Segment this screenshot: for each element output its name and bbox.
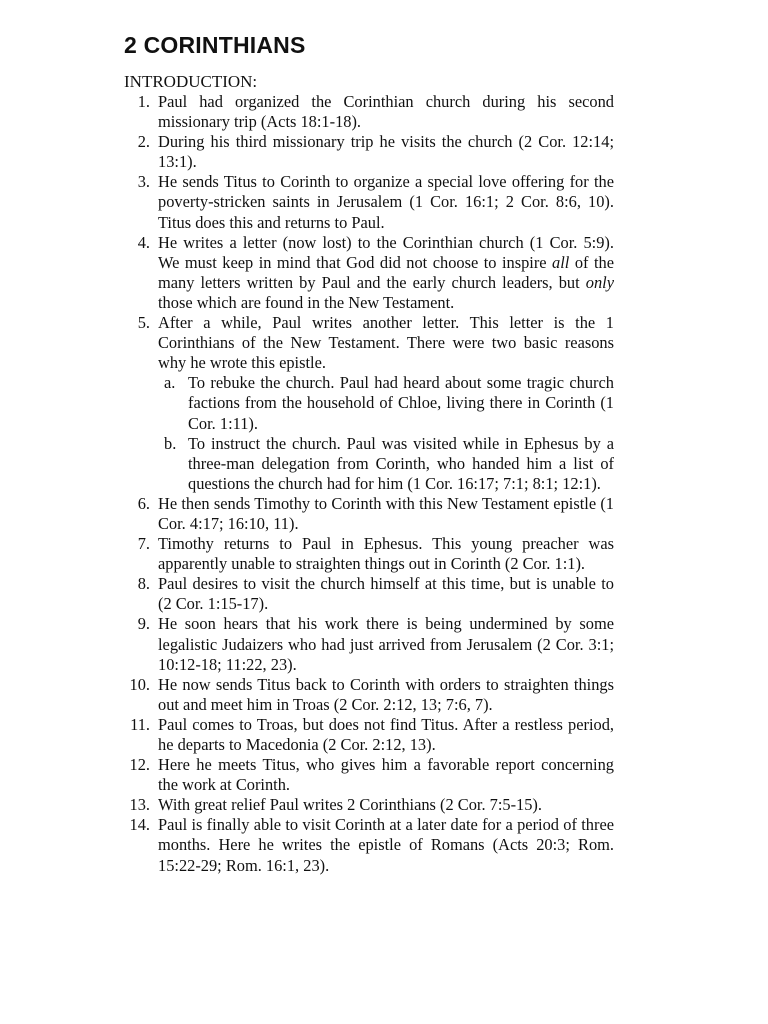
item-text-part: of the many letters written by Paul and the early church leaders, but [158, 252, 615, 292]
item-number: 7. [137, 534, 150, 554]
item-text: Here he meets Titus, who gives him a favorable report concerning the work at Corinth. [158, 755, 614, 795]
list-item [124, 313, 614, 494]
list-item [124, 172, 614, 232]
item-number: 12. [129, 755, 150, 775]
item-number: 6. [137, 493, 150, 513]
item-text: Paul desires to visit the church himself at this time, but is unable to (2 Cor. 1:15-17). [158, 574, 614, 614]
item-text: During his third missionary trip he visits the church (2 Cor. 12:14; 13:1). [158, 132, 614, 172]
list-item [124, 92, 614, 132]
item-number: 9. [137, 614, 150, 634]
list-item [124, 815, 614, 875]
list-item [124, 233, 614, 313]
item-text: Paul had organized the Corinthian church during his second missionary trip (Acts 18:1-18). [158, 92, 614, 132]
list-item [124, 574, 614, 614]
item-number: 3. [137, 172, 150, 192]
item-number: 4. [137, 232, 150, 252]
introduction-list [124, 92, 614, 876]
list-item [124, 494, 614, 534]
sub-list-item [158, 373, 614, 433]
sub-list-item [158, 434, 614, 494]
item-text: He now sends Titus back to Corinth with orders to straighten things out and meet him in Troas (2 Cor. 2:12, 13; 7:6, 7). [158, 674, 614, 714]
sub-item-text: To rebuke the church. Paul had heard about some tragic church factions from the household of Chloe, living there in Corinth (1 Cor. 1:11). [188, 373, 614, 433]
document-title: 2 CORINTHIANS [124, 32, 306, 58]
item-number: 11. [130, 714, 150, 734]
item-number: 5. [137, 313, 150, 333]
sub-item-text: To instruct the church. Paul was visited while in Ephesus by a three-man delegation from Corinth, who handed him a list of questions the church had for him (1 Cor. 16:17; 7:1; 8:1; 12:1). [188, 433, 614, 493]
item-number: 14. [129, 815, 150, 835]
emphasis-text: all [552, 252, 570, 272]
item-text: After a while, Paul writes another letter. This letter is the 1 Corinthians of the New Testament. There were two basic reasons why he wrote this epistle. [158, 313, 614, 373]
item-text: Timothy returns to Paul in Ephesus. This young preacher was apparently unable to straighten things out in Corinth (2 Cor. 1:1). [158, 534, 614, 574]
item-text: Paul is finally able to visit Corinth at a later date for a period of three months. Here he writes the epistle of Romans (Acts 20:3; Rom. 15:22-29; Rom. 16:1, 23). [158, 815, 614, 875]
list-item [124, 614, 614, 674]
item-text: Paul comes to Troas, but does not find Titus. After a restless period, he departs to Macedonia (2 Cor. 2:12, 13). [158, 714, 614, 754]
list-item [124, 755, 614, 795]
item-text-part: those which are found in the New Testament. [158, 292, 455, 312]
item-number: 1. [137, 92, 150, 111]
sub-list [158, 373, 614, 494]
document-page [124, 30, 614, 876]
list-item [124, 675, 614, 715]
sub-item-letter: b. [164, 433, 177, 453]
item-number: 13. [129, 795, 150, 815]
list-item [124, 715, 614, 755]
item-text-part: He writes a letter (now lost) to the Corinthian church (1 Cor. 5:9). We must keep in mind that God did not choose to inspire [158, 232, 614, 272]
item-text: With great relief Paul writes 2 Corinthians (2 Cor. 7:5-15). [158, 795, 542, 815]
list-item [124, 795, 614, 815]
list-item [124, 132, 614, 172]
section-heading: INTRODUCTION: [124, 72, 258, 91]
emphasis-text: only [585, 272, 614, 292]
sub-item-letter: a. [164, 373, 176, 393]
item-number: 8. [137, 574, 150, 594]
item-number: 10. [129, 674, 150, 694]
item-text: He then sends Timothy to Corinth with this New Testament epistle (1 Cor. 4:17; 16:10, 11). [158, 493, 614, 533]
item-text: He sends Titus to Corinth to organize a special love offering for the poverty-stricken saints in Jerusalem (1 Cor. 16:1; 2 Cor. 8:6, 10). Titus does this and returns to Paul. [158, 172, 614, 232]
item-number: 2. [137, 132, 150, 152]
item-text: He soon hears that his work there is being undermined by some legalistic Judaizers who had just arrived from Jerusalem (2 Cor. 3:1; 10:12-18; 11:22, 23). [158, 614, 614, 674]
list-item [124, 534, 614, 574]
